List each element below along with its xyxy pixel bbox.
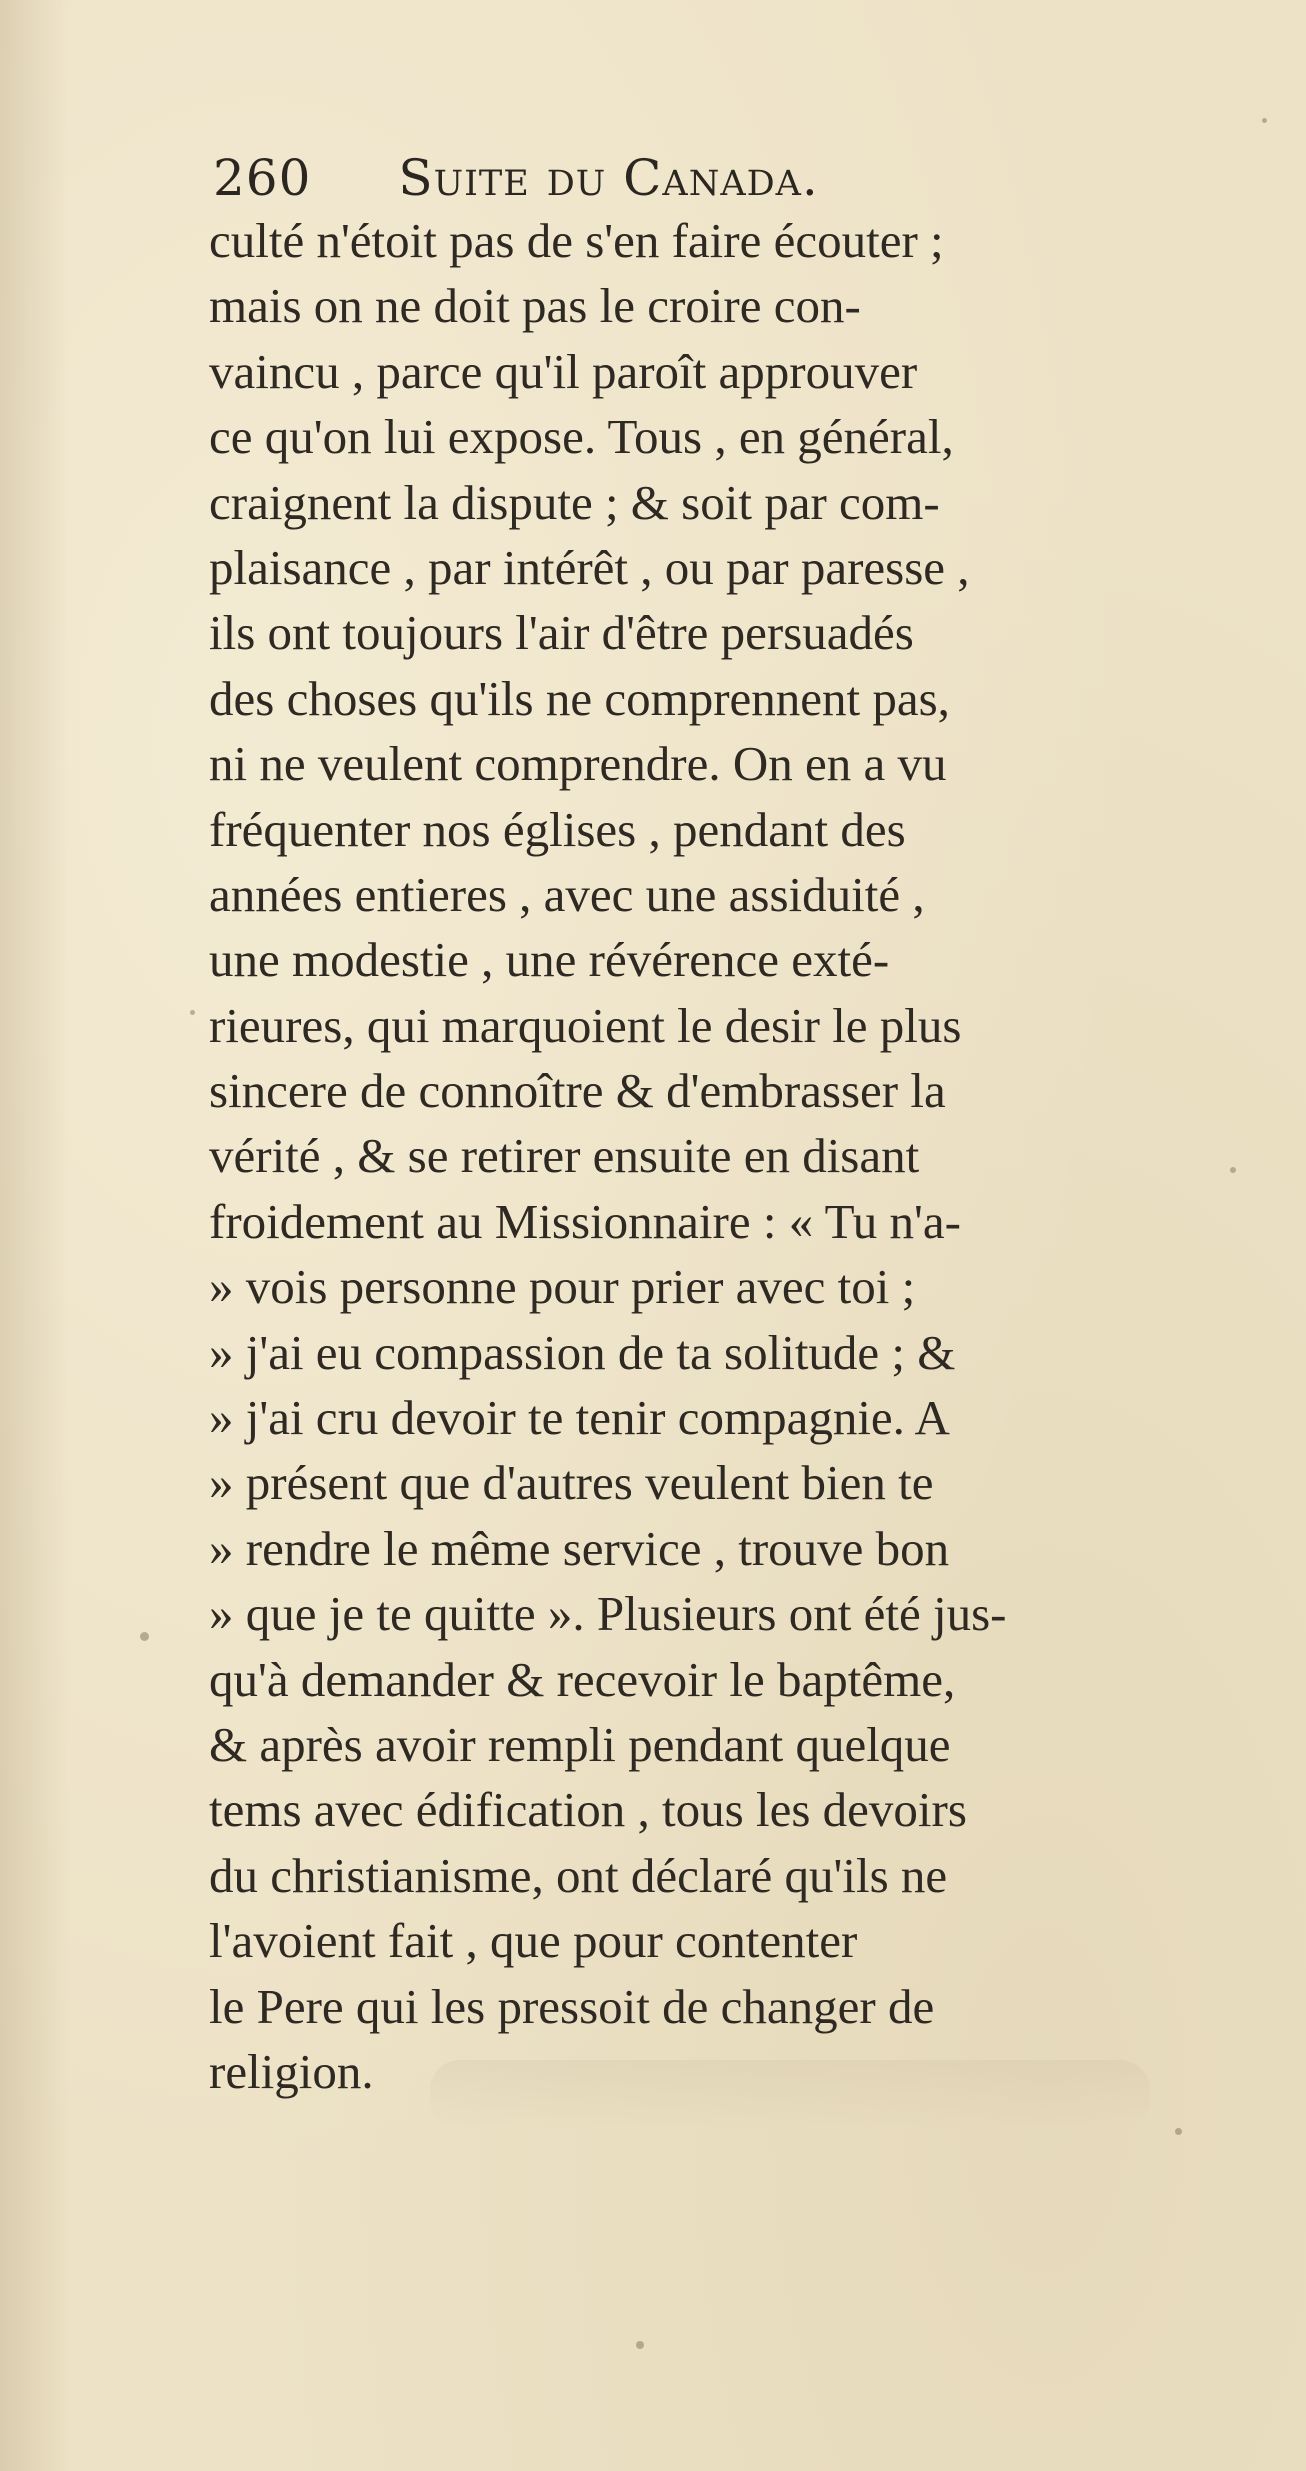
text-line: l'avoient fait , que pour contenter xyxy=(209,1913,858,1969)
gutter-shadow xyxy=(0,0,70,2471)
text-line: religion. xyxy=(209,2043,374,2099)
paper-speck xyxy=(190,1010,195,1015)
text-line: plaisance , par intérêt , ou par paresse , xyxy=(209,539,970,595)
text-line: des choses qu'ils ne comprennent pas, xyxy=(209,670,950,726)
running-head xyxy=(213,148,1113,208)
text-line: fréquenter nos églises , pendant des xyxy=(209,801,906,857)
text-line: qu'à demander & recevoir le baptême, xyxy=(209,1651,956,1707)
text-line: mais on ne doit pas le croire con- xyxy=(209,278,861,334)
paper-speck xyxy=(1230,1167,1236,1173)
body-text xyxy=(209,208,1209,2104)
text-line: années entieres , avec une assiduité , xyxy=(209,866,925,922)
paper-speck xyxy=(636,2341,644,2349)
text-line: vaincu , parce qu'il paroît approuver xyxy=(209,343,918,399)
text-line: ni ne veulent comprendre. On en a vu xyxy=(209,736,947,792)
text-line: une modestie , une révérence exté- xyxy=(209,932,890,988)
text-line: » j'ai cru devoir te tenir compagnie. A xyxy=(209,1390,950,1446)
text-line: sincere de connoître & d'embrasser la xyxy=(209,1063,946,1119)
text-line: » que je te quitte ». Plusieurs ont été jus- xyxy=(209,1586,1007,1642)
text-line: » j'ai eu compassion de ta solitude ; & xyxy=(209,1324,956,1380)
paper-speck xyxy=(140,1632,149,1641)
text-line: du christianisme, ont déclaré qu'ils ne xyxy=(209,1847,948,1903)
page-number: 260 xyxy=(213,149,312,207)
text-line: » rendre le même service , trouve bon xyxy=(209,1520,950,1576)
text-line: froidement au Missionnaire : « Tu n'a- xyxy=(209,1193,961,1249)
text-line: » présent que d'autres veulent bien te xyxy=(209,1455,934,1511)
text-line: craignent la dispute ; & soit par com- xyxy=(209,474,940,530)
paper-speck xyxy=(1262,118,1267,123)
text-line: culté n'étoit pas de s'en faire écouter ; xyxy=(209,213,944,268)
text-line: rieures, qui marquoient le desir le plus xyxy=(209,997,962,1053)
text-line: le Pere qui les pressoit de changer de xyxy=(209,1978,935,2034)
text-line: & après avoir rempli pendant quelque xyxy=(209,1716,951,1772)
text-line: » vois personne pour prier avec toi ; xyxy=(209,1259,916,1315)
paper-speck xyxy=(1175,2128,1182,2135)
text-line: ce qu'on lui expose. Tous , en général, xyxy=(209,409,954,465)
text-line: vérité , & se retirer ensuite en disant xyxy=(209,1128,920,1184)
text-line: ils ont toujours l'air d'être persuadés xyxy=(209,605,914,661)
running-title: Suite du Canada. xyxy=(398,149,819,207)
text-line: tems avec édification , tous les devoirs xyxy=(209,1782,967,1838)
